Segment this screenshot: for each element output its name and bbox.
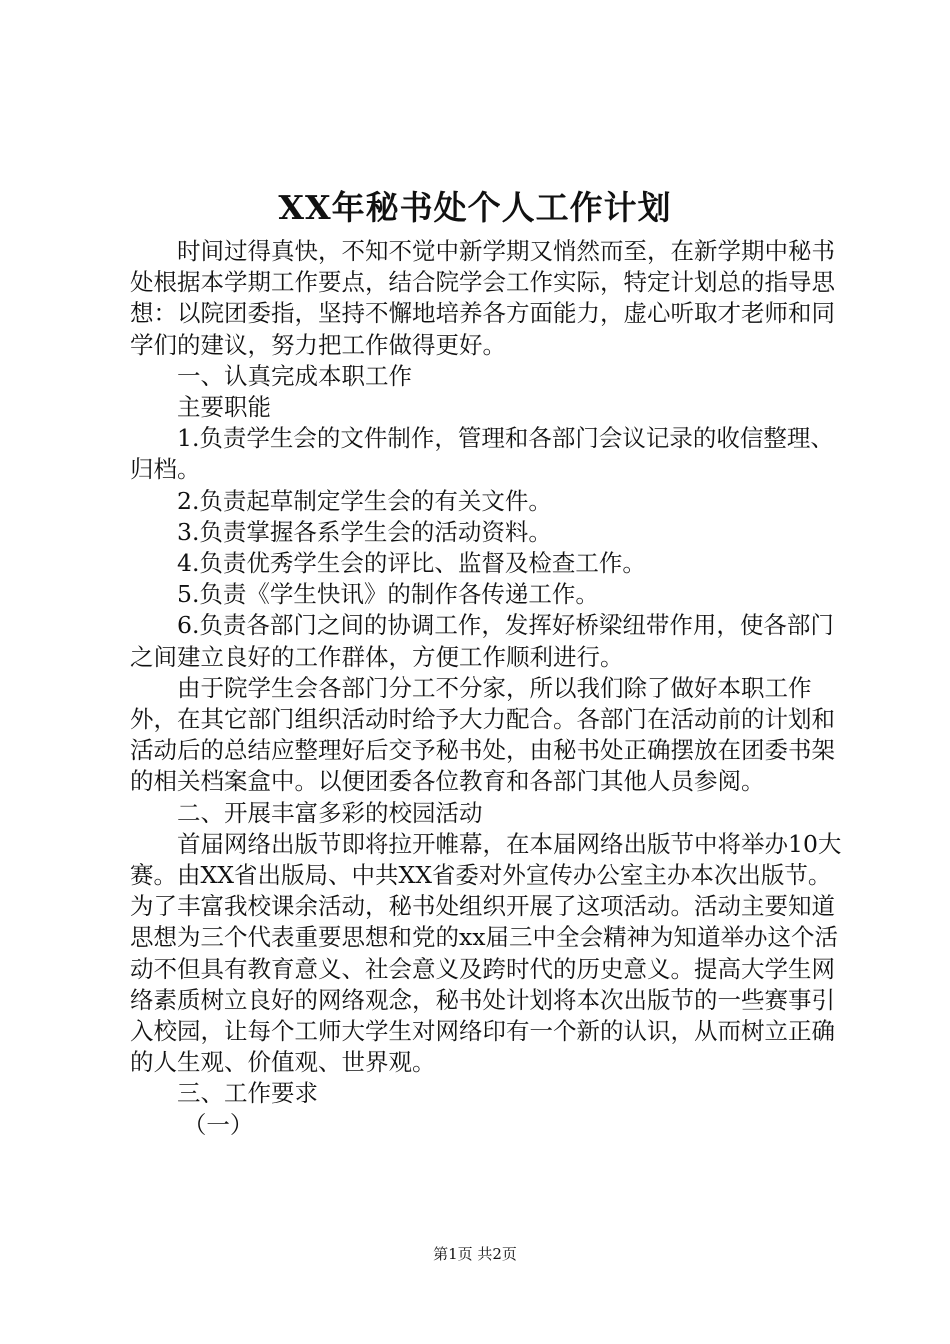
activity-paragraph: 首届网络出版节即将拉开帷幕，在本届网络出版节中将举办10大赛。由XX省出版局、中共XX省委对外宣传办公室主办本次出版节。为了丰富我校课余活动，秘书处组织开展了这项活动。活动主要知道思想为三个代表重要思想和党的xx届三中全会精神为知道举办这个活动不但具有教育意义、社会意义及跨时代的历史意义。提高大学生网络素质树立良好的网络观念，秘书处计划将本次出版节的一些赛事引入校园，让每个工师大学生对网络印有一个新的认识，从而树立正确的人生观、价值观、世界观。: [130, 829, 842, 1077]
page-number-footer: 第1页 共2页: [433, 1245, 517, 1263]
duty-item-4: 4.负责优秀学生会的评比、监督及检查工作。: [177, 549, 646, 578]
cooperation-paragraph: 由于院学生会各部门分工不分家，所以我们除了做好本职工作外，在其它部门组织活动时给予大力配合。各部门在活动前的计划和活动后的总结应整理好后交予秘书处，由秘书处正确摆放在团委书架的相关档案盒中。以便团委各位教育和各部门其他人员参阅。: [130, 673, 835, 796]
intro-paragraph: 时间过得真快，不知不觉中新学期又悄然而至，在新学期中秘书处根据本学期工作要点，结合院学会工作实际，特定计划总的指导思想：以院团委指，坚持不懈地培养各方面能力，虚心听取才老师和同学们的建议，努力把工作做得更好。: [130, 237, 835, 359]
document-title: XX年秘书处个人工作计划: [278, 188, 672, 227]
duty-item-3: 3.负责掌握各系学生会的活动资料。: [177, 517, 552, 546]
document-body: [130, 236, 842, 1141]
section-heading-1: 一、认真完成本职工作: [177, 361, 412, 390]
subheading-main-duties: 主要职能: [177, 393, 271, 422]
duty-item-6: 6.负责各部门之间的协调工作，发挥好桥梁纽带作用，使各部门之间建立良好的工作群体，方便工作顺利进行。: [130, 611, 834, 671]
duty-item-5: 5.负责《学生快讯》的制作各传递工作。: [177, 580, 599, 609]
duty-item-2: 2.负责起草制定学生会的有关文件。: [177, 486, 552, 515]
section-heading-3: 三、工作要求: [177, 1079, 318, 1108]
subsection-marker-1: （一）: [182, 1110, 254, 1139]
section-heading-2: 二、开展丰富多彩的校园活动: [177, 798, 483, 827]
duty-item-1: 1.负责学生会的文件制作，管理和各部门会议记录的收信整理、归档。: [130, 424, 834, 484]
